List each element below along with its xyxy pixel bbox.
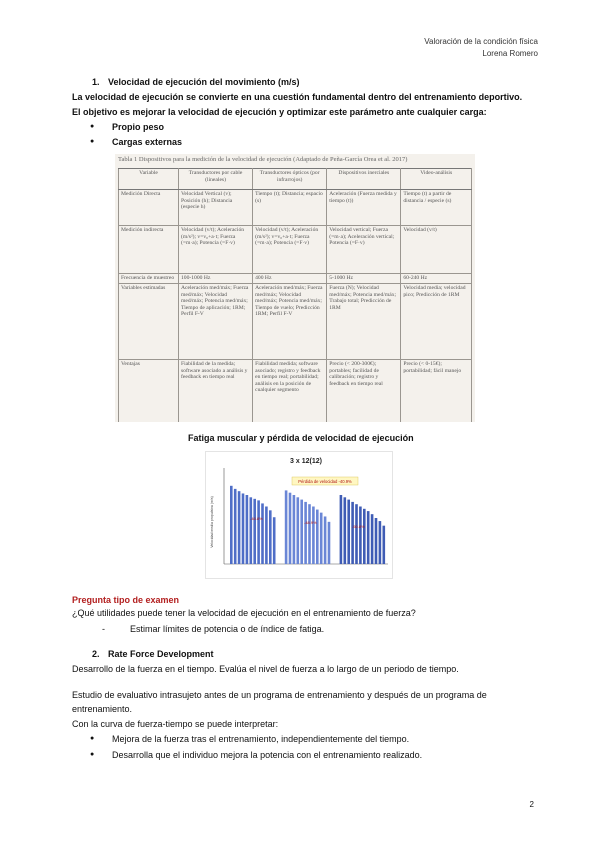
section2-bullet-2: ● Desarrolla que el individuo mejora la potencia con el entrenamiento realizado. — [112, 749, 422, 761]
table-cell: Medición indirecta — [119, 226, 179, 274]
chart-y-label: Velocidad media propulsiva (m/s) — [210, 496, 214, 548]
section2-title: Rate Force Development — [108, 649, 214, 659]
table-cell: 5-1000 Hz — [327, 274, 401, 284]
chart-bar — [250, 497, 253, 564]
chart-title: 3 x 12(12) — [290, 458, 322, 465]
table-header-cell: Video-análisis — [401, 169, 472, 190]
chart-bar — [320, 513, 323, 564]
table-cell: Fiabilidad de la medida; software asociado a análisis y feedback en tiempo real — [179, 360, 253, 423]
devices-table-image — [115, 154, 475, 422]
table-cell: Fiabilidad medida; software asociado; registro y feedback en tiempo real; portabilidad; análisis en la posición de cualquier segmento — [253, 360, 327, 423]
table-cell: Frecuencia de muestreo — [119, 274, 179, 284]
chart-bar — [234, 489, 237, 564]
chart-bar — [308, 504, 311, 564]
section2-paragraph-1: Desarrollo de la fuerza en el tiempo. Evalúa el nivel de fuerza a lo largo de un periodo de tiempo. — [72, 664, 459, 674]
table-cell: Precio (< 200-300€); portables; facilidad de calibración; registro y feedback en tiempo real — [327, 360, 401, 423]
header-course: Valoración de la condición física — [424, 37, 538, 46]
table-cell: Ventajas — [119, 360, 179, 423]
section1-bullet-2: ● Cargas externas — [112, 136, 182, 148]
table-row — [119, 274, 472, 284]
table-header-cell: Dispositivos inerciales — [327, 169, 401, 190]
chart-bar — [304, 502, 307, 564]
table-cell: Tiempo (t); Distancia; espacio (s) — [253, 190, 327, 226]
chart-annotation-s2: -48.9% — [304, 520, 317, 525]
chart-bar — [230, 486, 233, 564]
chart-bar — [261, 503, 264, 564]
chart-bar — [269, 510, 272, 564]
chart-bar — [253, 499, 256, 564]
section2-paragraph-3: Con la curva de fuerza-tiempo se puede interpretar: — [72, 719, 279, 729]
chart-bar — [285, 490, 288, 564]
table-header-cell: Variable — [119, 169, 179, 190]
chart-bar — [297, 497, 300, 564]
table-cell: 100-1000 Hz — [179, 274, 253, 284]
table-row — [119, 284, 472, 360]
section1-number: 1. — [92, 77, 100, 87]
chart-annotation-main: Pérdida de velocidad -40.9% — [298, 479, 352, 484]
exam-tag: Pregunta tipo de examen — [72, 595, 180, 605]
table-cell: 400 Hz — [253, 274, 327, 284]
table-cell: Aceleración (Fuerza medida y tiempo (t)) — [327, 190, 401, 226]
chart-bar — [375, 518, 378, 564]
chart-bar — [328, 522, 331, 564]
section2-number: 2. — [92, 649, 100, 659]
table-header-row — [119, 169, 472, 190]
page-number: 2 — [529, 800, 534, 809]
chart-bar — [246, 495, 249, 564]
chart-bar — [324, 516, 327, 564]
chart-bar — [379, 521, 382, 564]
header-author: Lorena Romero — [482, 49, 538, 58]
table-caption: Tabla 1 Dispositivos para la medición de la velocidad de ejecución (Adaptado de Peña-García Orea et al. 2017) — [118, 156, 408, 163]
table-cell: Aceleración med/máx; Fuerza med/máx; Velocidad med/máx; Potencia med/máx; Tiempo de aplicación; 1RM; Perfil F-V — [179, 284, 253, 360]
chart-bar — [238, 491, 241, 564]
chart-bar — [340, 495, 343, 564]
chart-bar — [265, 507, 268, 565]
table-cell: Fuerza (N); Velocidad med/máx; Potencia med/máx; Trabajo total; Predicción de 1RM — [327, 284, 401, 360]
chart-bar — [371, 514, 374, 564]
page-header — [424, 36, 538, 60]
chart-annotation-s3: -50.8% — [352, 524, 365, 529]
section2-paragraph-2a: Estudio de evaluativo intrasujeto antes de un programa de entrenamiento y después de un programa de — [72, 690, 487, 700]
chart-bar — [351, 502, 354, 564]
section1-bullet-1: ● Propio peso — [112, 121, 164, 133]
table-cell: Velocidad (v/t); Aceleración (m/s²); v=v₀+a·t; Fuerza (=m·a); Potencia (=F·v) — [179, 226, 253, 274]
chart-bar — [344, 497, 347, 564]
table-cell: Precio (< 0-15€); portabilidad; fácil manejo — [401, 360, 472, 423]
chart-bar — [316, 510, 319, 564]
chart-bar — [293, 495, 296, 564]
table-cell: Variables estimadas — [119, 284, 179, 360]
table-row — [119, 360, 472, 423]
chart-bar — [289, 493, 292, 564]
table-cell: Velocidad (v/t); Aceleración (m/s²); v=v₀+a·t; Fuerza (=m·a); Potencia (=F·v) — [253, 226, 327, 274]
table-cell: Velocidad vertical; Fuerza (=m·a); Aceleración vertical; Potencia (=F·v) — [327, 226, 401, 274]
fatigue-chart-svg — [206, 452, 392, 578]
chart-bar — [363, 509, 366, 564]
exam-answer: - Estimar límites de potencia o de índice de fatiga. — [130, 623, 324, 635]
section2-bullet-1: ● Mejora de la fuerza tras el entrenamiento, independientemente del tiempo. — [112, 733, 409, 745]
exam-question: ¿Qué utilidades puede tener la velocidad de ejecución en el entrenamiento de fuerza? — [72, 608, 416, 618]
fatigue-chart — [205, 451, 393, 579]
table-cell: Velocidad media; velocidad pico; Predicción de 1RM — [401, 284, 472, 360]
table-row — [119, 226, 472, 274]
chart-bar — [359, 507, 362, 565]
section2-paragraph-2b: entrenamiento. — [72, 704, 133, 714]
chart-bar — [273, 517, 276, 564]
table-cell: Tiempo (t) a partir de distancia / especie (s) — [401, 190, 472, 226]
chart-bar — [242, 493, 245, 564]
section1-title: Velocidad de ejecución del movimiento (m/s) — [108, 77, 300, 87]
table-cell: Velocidad (v/t) — [401, 226, 472, 274]
table-cell: 60-240 Hz — [401, 274, 472, 284]
chart-bar — [355, 504, 358, 564]
devices-table — [118, 168, 472, 422]
chart-bar — [257, 500, 260, 564]
section1-paragraph-2: El objetivo es mejorar la velocidad de ejecución y optimizar este parámetro ante cualquier carga: — [72, 107, 487, 117]
chart-label: Fatiga muscular y pérdida de velocidad de ejecución — [188, 433, 414, 443]
chart-bar — [347, 500, 350, 564]
section1-paragraph-1: La velocidad de ejecución se convierte en una cuestión fundamental dentro del entrenamiento deportivo. — [72, 92, 523, 102]
table-cell: Medición Directa — [119, 190, 179, 226]
chart-annotation-s1: -46.8% — [250, 516, 263, 521]
chart-bar — [312, 507, 315, 565]
chart-bar — [383, 526, 386, 564]
table-header-cell: Transductores ópticos (por infrarrojos) — [253, 169, 327, 190]
table-cell: Aceleración med/máx; Fuerza med/máx; Velocidad med/máx; Potencia med/máx; Tiempo de vuelo; Predicción 1RM; Perfil F-V — [253, 284, 327, 360]
table-header-cell: Transductores por cable (lineales) — [179, 169, 253, 190]
table-cell: Velocidad Vertical (v); Posición (h); Distancia (especie h) — [179, 190, 253, 226]
table-row — [119, 190, 472, 226]
chart-bar — [367, 511, 370, 564]
chart-bar — [300, 500, 303, 564]
